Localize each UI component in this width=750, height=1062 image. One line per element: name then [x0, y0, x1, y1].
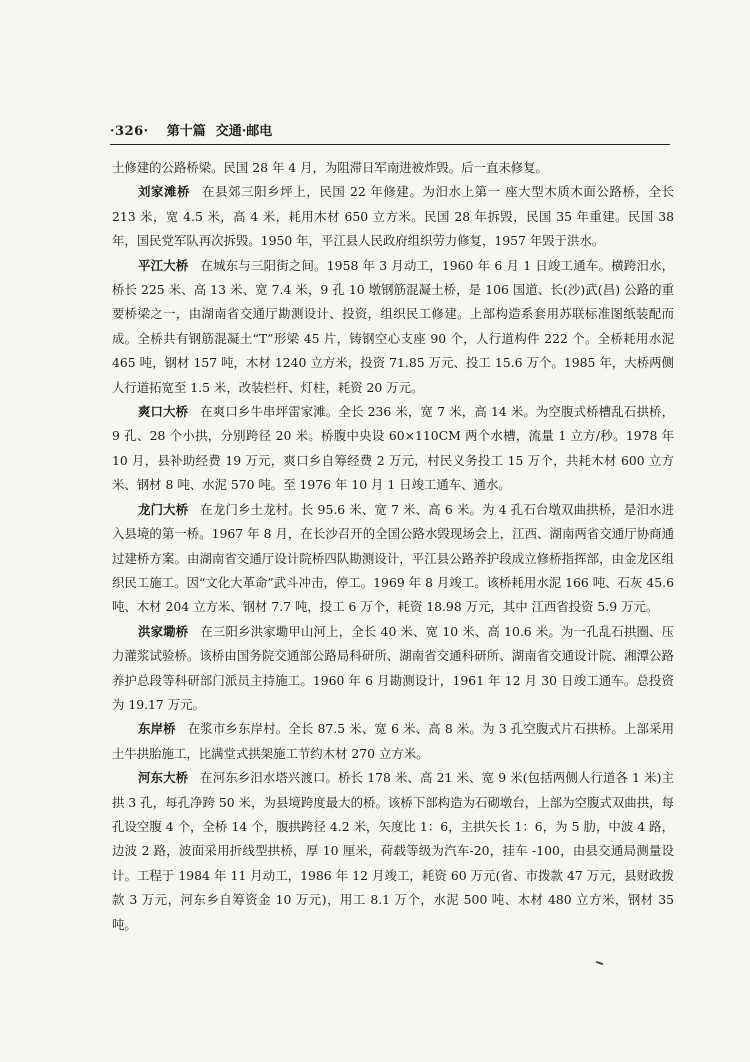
bridge-name: 洪家墈桥 — [138, 623, 189, 639]
paragraph — [112, 717, 674, 766]
paragraph-text: 在浆市乡东岸村。全长 87.5 米、宽 6 米、高 8 米。为 3 孔空腹式片石拱桥。上部采用土牛拱胎施工，比满堂式拱架施工节约木材 270 立方米。 — [112, 721, 675, 761]
paragraph-text: 在龙门乡土龙村。长 95.6 米、宽 7 米、高 6 米。为 4 孔石台墩双曲拱桥，是汨水进入县境的第一桥。1967 年 8 月，在长沙召开的全国公路水毁现场会上，江西、湖南两省交通厅协商通过建桥方案。由湖南省交通厅设计院桥四队勘测设计，平江县公路养护段成立修桥指挥部，由金龙区组织民工施工。因“文化大革命”武斗冲击，停工。1969 年 8 月竣工。该桥耗用水泥 166 吨、石灰 45.6 吨、木材 204 立方米、钢材 7.7 吨，投工 6 万个，耗资 18.98 万元，其中 江西省投资 5.9 万元。 — [112, 501, 675, 615]
scan-mark — [596, 961, 603, 965]
paragraph — [112, 254, 674, 400]
section-title: 交通·邮电 — [215, 124, 273, 139]
paragraph-text: 土修建的公路桥梁。民国 28 年 4 月，为阻滞日军南进被炸毁。后一直未修复。 — [112, 160, 548, 175]
paragraph-text: 在县郊三阳乡坪上，民国 22 年修建。为汨水上第一 座大型木质木面公路桥，全长 213 米，宽 4.5 米，高 4 米，耗用木材 650 立方米。民国 28 年拆毁，民国 35 年重建。民国 38 年，国民党军队再次拆毁。1950 年，平江县人民政府组织劳力修复，1957 年毁于洪水。 — [112, 184, 674, 249]
paragraph — [112, 400, 674, 498]
paragraph — [112, 156, 674, 180]
paragraph — [112, 180, 674, 253]
bridge-name: 爽口大桥 — [138, 404, 189, 420]
paragraph — [112, 498, 674, 620]
running-header — [110, 120, 670, 139]
bridge-name: 东岸桥 — [138, 721, 176, 737]
paragraph-text: 在城东与三阳街之间。1958 年 3 月动工，1960 年 6 月 1 日竣工通车。横跨汨水，桥长 225 米、高 13 米、宽 7.4 米，9 孔 10 墩钢筋混凝土桥，是 106 国道、长(沙)武(昌) 公路的重要桥梁之一，由湖南省交通厅勘测设计、投资，组织民工修建。上部构造系套用苏联标准图纸装配而成。全桥共有钢筋混凝土“T”形梁 45 片，铸钢空心支座 90 个，人行道构件 222 个。全桥耗用水泥 465 吨，钢材 157 吨，木材 1240 立方米，投资 71.85 万元、投工 15.6 万个。1985 年，大桥两侧人行道拓宽至 1.5 米，改装栏杆、灯柱，耗资 20 万元。 — [112, 257, 674, 395]
paragraph — [112, 766, 674, 937]
bridge-name: 龙门大桥 — [138, 501, 189, 517]
bridge-name: 河东大桥 — [138, 770, 189, 786]
body-text — [112, 156, 674, 937]
page-number: ·326· — [110, 124, 149, 139]
paragraph-text: 在三阳乡洪家墈甲山河上，全长 40 米、宽 10 米、高 10.6 米。为一孔乱石拱圈、压力灌浆试验桥。该桥由国务院交通部公路局科研所、湖南省交通科研所、湖南省交通设计院、湘潭公路养护总段等科研部门派员主持施工。1960 年 6 月勘测设计，1961 年 12 月 30 日竣工通车。总投资为 19.17 万元。 — [112, 623, 674, 712]
bridge-name: 平江大桥 — [138, 257, 189, 273]
paragraph-text: 在河东乡汨水塔兴渡口。桥长 178 米、高 21 米、宽 9 米(包括两侧人行道各 1 米)主拱 3 孔，每孔净跨 50 米，为县境跨度最大的桥。该桥下部构造为石砌墩台，上部为空腹式双曲拱，每孔设空腹 4 个，全桥 14 个，腹拱跨径 4.2 米，矢度比 1：6，主拱矢长 1：6，为 5 肋，中波 4 路，边波 2 路，波面采用折线型拱桥，厚 10 厘米，荷载等级为汽车-20，挂车 -100，由县交通局测量设计。工程于 1984 年 11 月动工，1986 年 12 月竣工，耗资 60 万元(省、市拨款 47 万元，县财政拨款 3 万元，河东乡自筹资金 10 万元)，用工 8.1 万个，水泥 500 吨、木材 480 立方米，钢材 35 吨。 — [112, 770, 674, 932]
bridge-name: 刘家滩桥 — [138, 184, 191, 200]
paragraph — [112, 620, 674, 718]
section-label: 第十篇 — [166, 124, 206, 139]
header-rule — [110, 144, 670, 145]
paragraph-text: 在爽口乡牛串坪雷家滩。全长 236 米，宽 7 米，高 14 米。为空腹式桥槽乱石拱桥，9 孔、28 个小拱，分别跨径 20 米。桥腹中央设 60×110CM 两个水槽，流量 1 立方/秒。1978 年 10 月，县补助经费 19 万元，爽口乡自筹经费 2 万元，村民义务投工 15 万个，共耗木材 600 立方米、钢材 8 吨、水泥 570 吨。至 1976 年 10 月 1 日竣工通车、通水。 — [112, 404, 674, 493]
